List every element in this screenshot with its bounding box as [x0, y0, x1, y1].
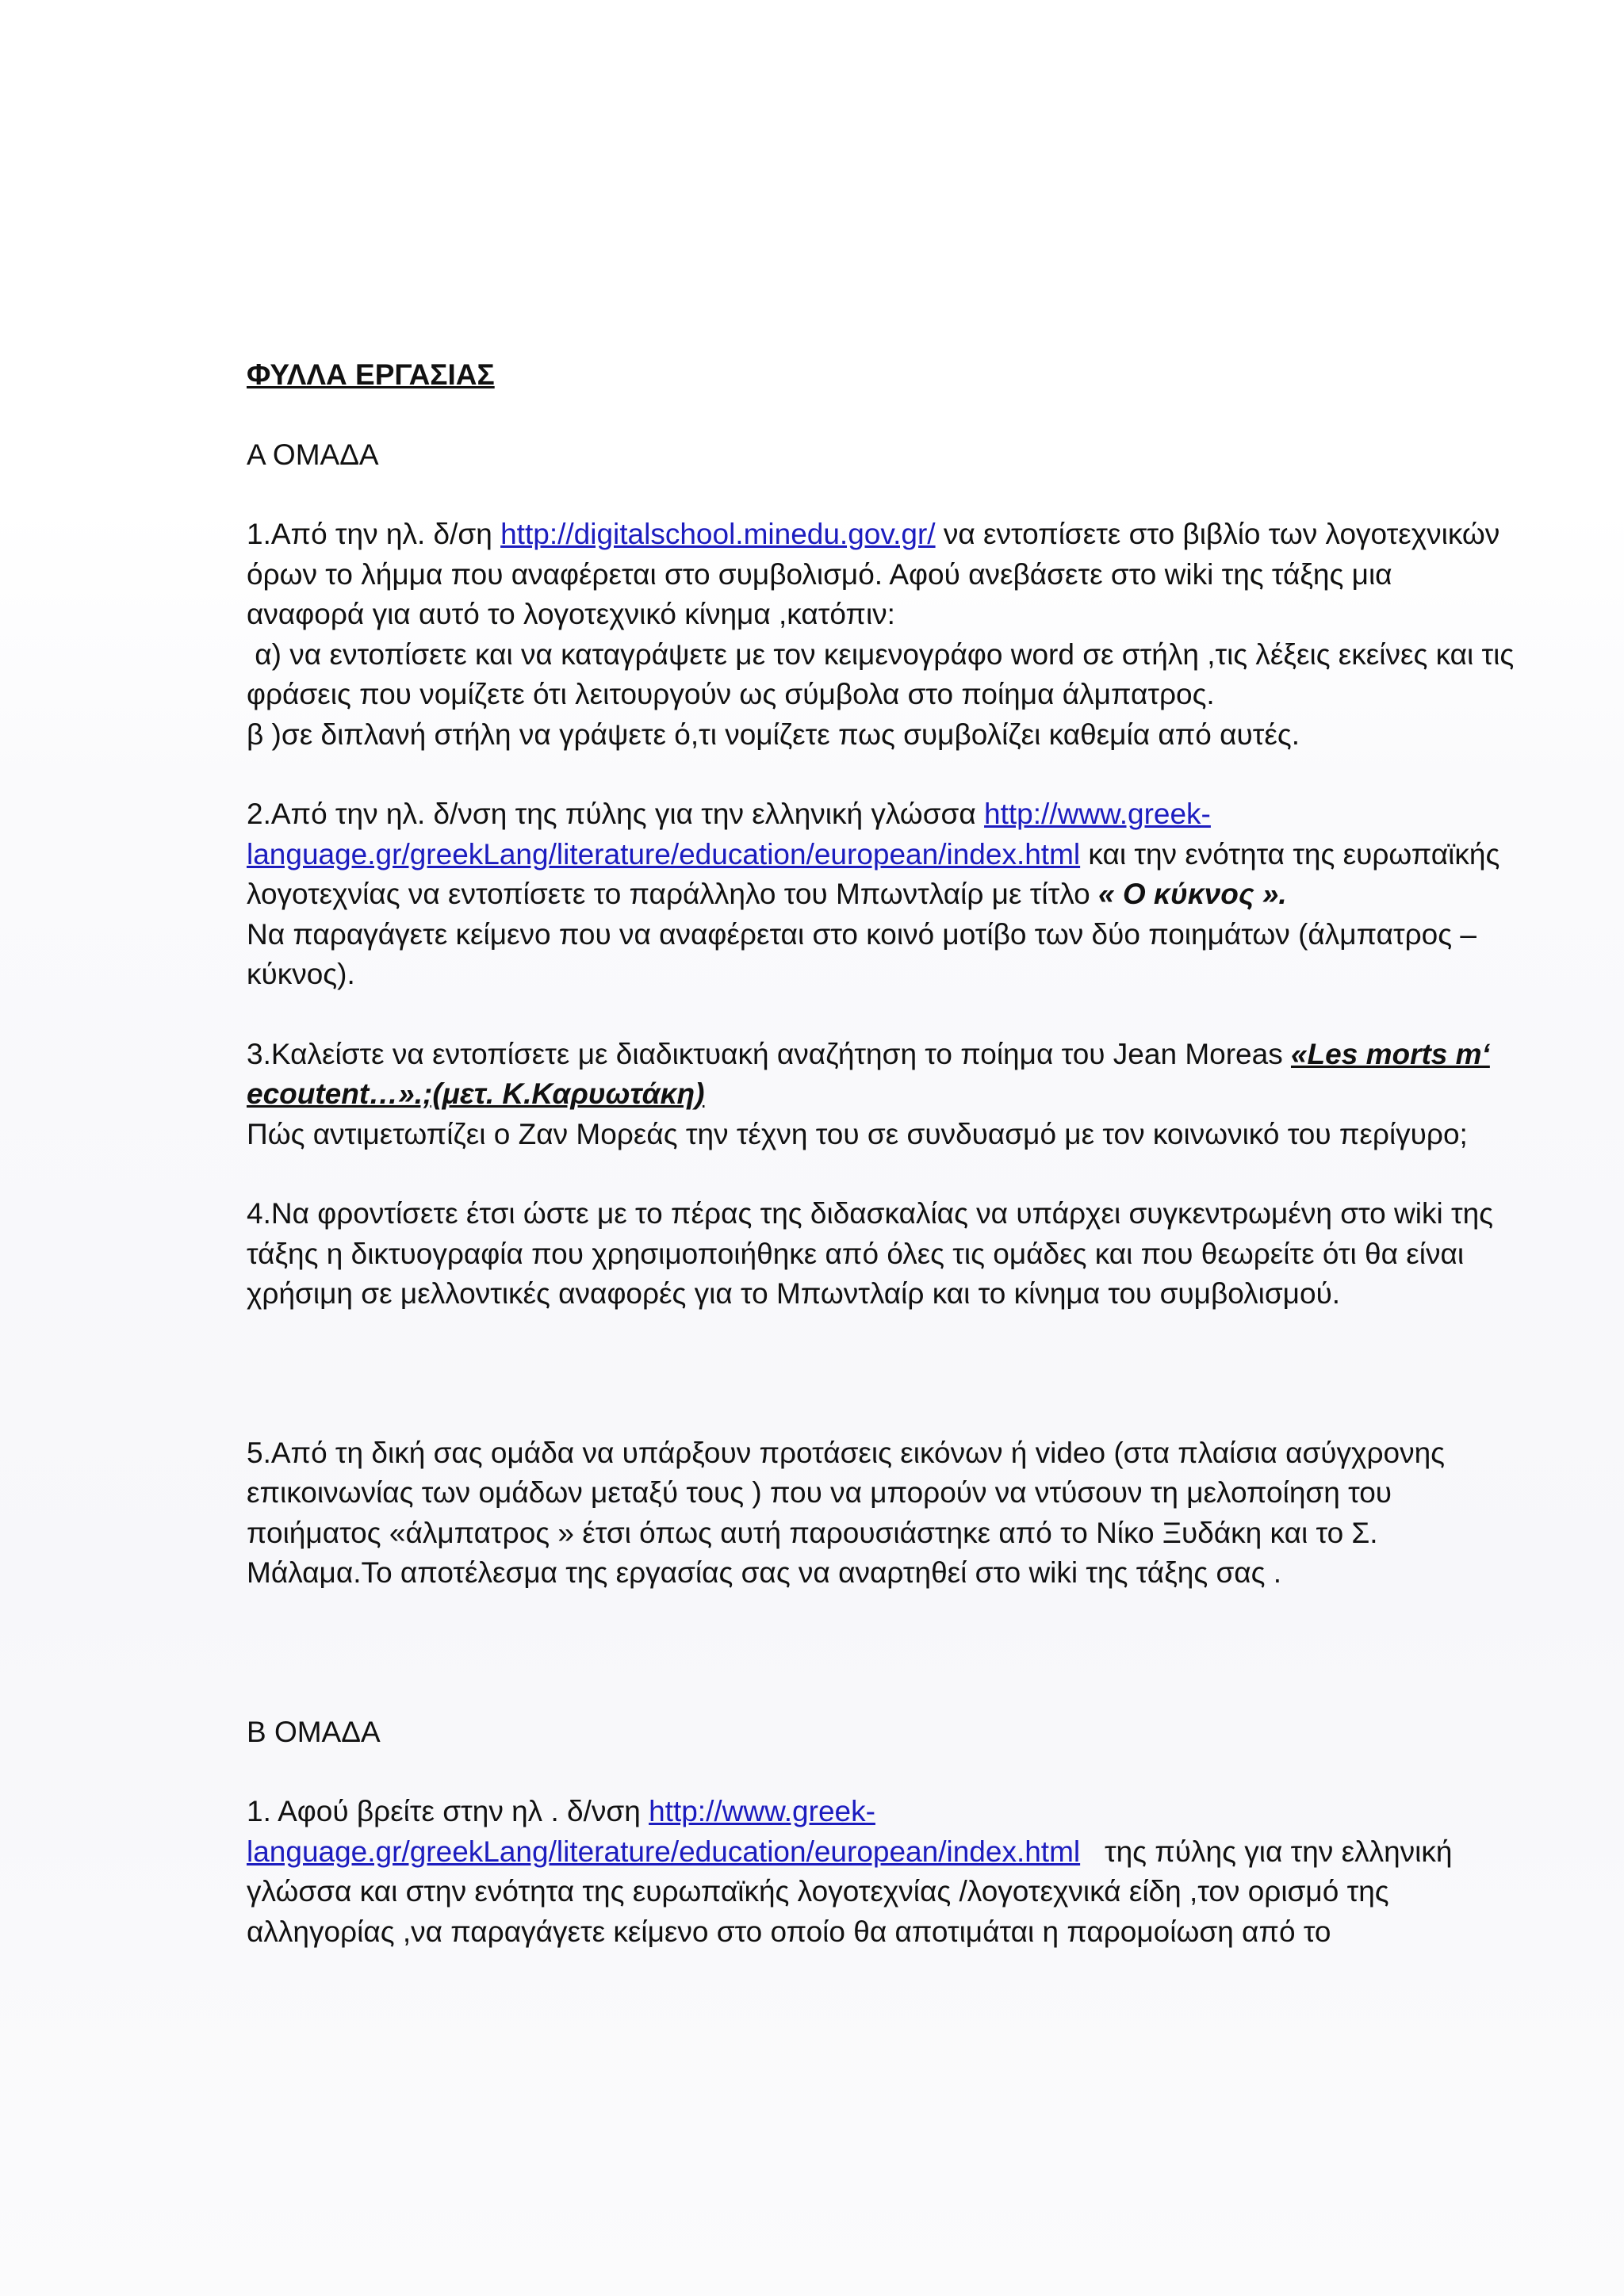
group-a-heading: Α ΟΜΑΔΑ: [247, 438, 379, 471]
group-b-task-1-prefix: 1. Αφού βρείτε στην ηλ . δ/νση: [247, 1795, 649, 1827]
moreas-poem-title: «Les morts m‘ ecoutent…».;(μετ. Κ.Καρυωτάκη): [247, 1037, 1490, 1110]
task-1-paragraph: [247, 515, 1515, 635]
task-3-line-2: Πώς αντιμετωπίζει ο Ζαν Μορεάς την τέχνη του σε συνδυασμό με τον κοινωνικό του περίγυρο;: [247, 1117, 1468, 1150]
task-2-paragraph: [247, 794, 1515, 915]
group-a-task-3: [247, 1035, 1515, 1155]
group-a-task-4: [247, 1194, 1515, 1314]
task-2-text: και την ενότητα της ευρωπαϊκής λογοτεχνίας να εντοπίσετε το παράλληλο του Μπωντλαίρ με τίτλο: [247, 837, 1500, 910]
group-b-task-1-text: της πύλης για την ελληνική γλώσσα και στην ενότητα της ευρωπαϊκής λογοτεχνίας /λογοτεχνικά είδη ,τον ορισμό της αλληγορίας ,να παραγάγετε κείμενο στο οποίο θα αποτιμάται η παρομοίωση από το: [247, 1835, 1461, 1948]
document-body: [247, 355, 1522, 1992]
task-4-paragraph: 4.Να φροντίσετε έτσι ώστε με το πέρας της διδασκαλίας να υπάρχει συγκεντρωμένη στο wiki της τάξης η δικτυογραφία που χρησιμοποιήθηκε από όλες τις ομάδες και που θεωρείτε ότι θα είναι χρήσιμη σε μελλοντικές αναφορές για το Μπωντλαίρ και το κίνημα του συμβολισμού.: [247, 1197, 1493, 1310]
group-b-task-1-paragraph: [247, 1792, 1515, 1952]
task-3-prefix: 3.Καλείστε να εντοπίσετε με διαδικτυακή αναζήτηση το ποίημα του Jean Moreas: [247, 1037, 1291, 1070]
swan-poem-title: « Ο κύκνος ».: [1098, 878, 1287, 910]
digitalschool-link[interactable]: http://digitalschool.minedu.gov.gr/: [500, 518, 936, 550]
task-5-paragraph: 5.Από τη δική σας ομάδα να υπάρξουν προτάσεις εικόνων ή video (στα πλαίσια ασύγχρονης επικοινωνίας των ομάδων μεταξύ τους ) που να μπορούν να ντύσουν τη μελοποίηση του ποιήματος «άλμπατρος » έτσι όπως αυτή παρουσιάστηκε από το Νίκο Ξυδάκη και το Σ. Μάλαμα.Το αποτέλεσμα της εργασίας σας να αναρτηθεί στο wiki της τάξης σας .: [247, 1436, 1445, 1589]
group-a-task-2: [247, 794, 1515, 995]
task-1-line-b: β )σε διπλανή στήλη να γράψετε ό,τι νομίζετε πως συμβολίζει καθεμία από αυτές.: [247, 718, 1300, 751]
group-a-task-1: [247, 515, 1522, 755]
task-1-line-a: α) να εντοπίσετε και να καταγράψετε με τον κειμενογράφο word σε στήλη ,τις λέξεις εκείνες και τις φράσεις που νομίζετε ότι λειτουργούν ως σύμβολα στο ποίημα άλμπατρος.: [247, 637, 1522, 710]
task-1-prefix: 1.Από την ηλ. δ/ση: [247, 518, 501, 550]
task-3-paragraph: [247, 1035, 1515, 1115]
greek-language-link[interactable]: http://www.greek-language.gr/greekLang/literature/education/european/index.html: [247, 798, 1211, 871]
task-1-text: να εντοπίσετε στο βιβλίο των λογοτεχνικών όρων το λήμμα που αναφέρεται στο συμβολισμό. Αφού ανεβάσετε στο wiki της τάξης μια αναφορά για αυτό το λογοτεχνικό κίνημα ,κατόπιν:: [247, 518, 1500, 630]
worksheet-title: ΦΥΛΛΑ ΕΡΓΑΣΙΑΣ: [247, 358, 495, 391]
greek-language-link-b[interactable]: http://www.greek-language.gr/greekLang/literature/education/european/index.html: [247, 1795, 1081, 1868]
group-b-task-1: [247, 1792, 1515, 1952]
task-2-prefix: 2.Από την ηλ. δ/νση της πύλης για την ελληνική γλώσσα: [247, 798, 985, 830]
task-2-line-2: Να παραγάγετε κείμενο που να αναφέρεται στο κοινό μοτίβο των δύο ποιημάτων (άλμπατρος –κύκνος).: [247, 917, 1477, 990]
group-a-task-5: [247, 1433, 1515, 1594]
group-b-heading: Β ΟΜΑΔΑ: [247, 1715, 381, 1748]
